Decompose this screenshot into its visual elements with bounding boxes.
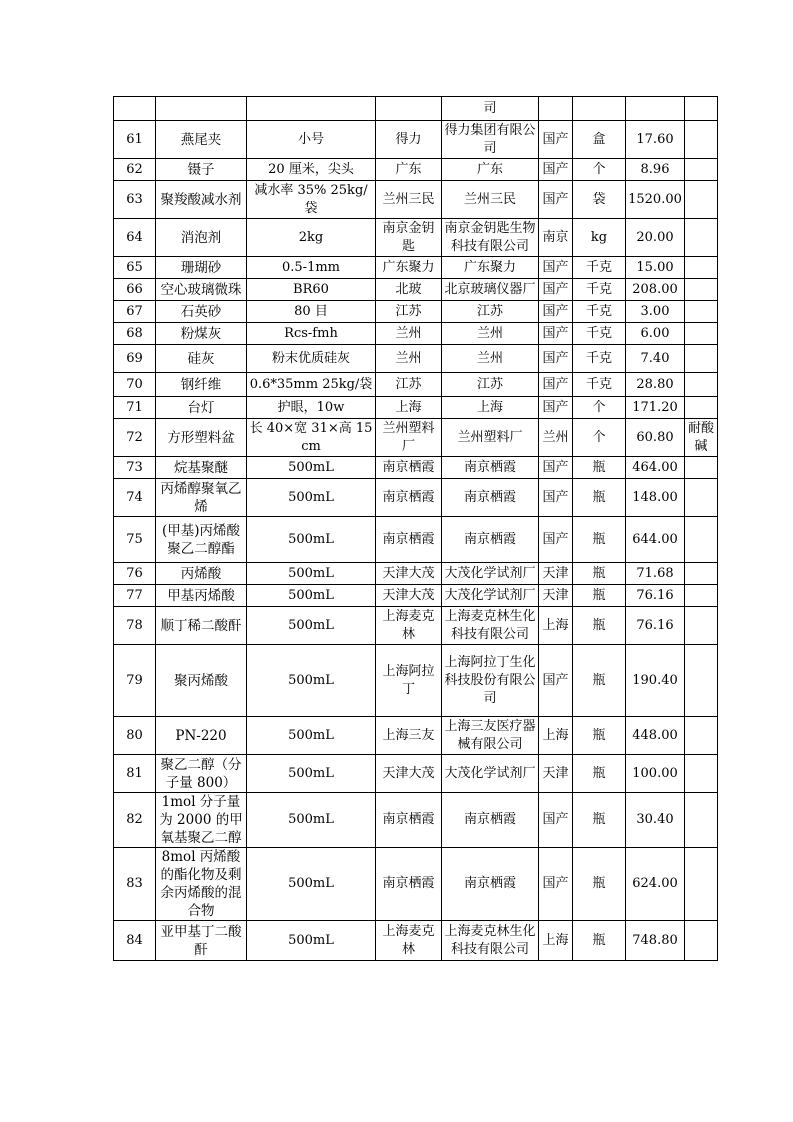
- cell-note: [685, 301, 718, 323]
- cell-no: 68: [114, 323, 156, 345]
- cell-origin: 上海: [539, 607, 573, 645]
- cell-origin: 南京: [539, 219, 573, 257]
- cell-spec: 500mL: [247, 793, 376, 848]
- cell-origin: 国产: [539, 257, 573, 279]
- cell-unit: 瓶: [573, 793, 626, 848]
- cell-spec: 500mL: [247, 645, 376, 717]
- cell-no: 74: [114, 479, 156, 517]
- cell-price: 190.40: [626, 645, 685, 717]
- cell-maker: 北京玻璃仪器厂: [442, 279, 539, 301]
- cell-maker: 上海麦克林生化科技有限公司: [442, 607, 539, 645]
- cell-name: 亚甲基丁二酸酐: [156, 921, 247, 961]
- cell-spec: 长 40×宽 31×高 15cm: [247, 419, 376, 457]
- cell-maker: 江苏: [442, 373, 539, 397]
- table-row: [114, 159, 718, 181]
- cell-price: [626, 97, 685, 121]
- cell-origin: [539, 97, 573, 121]
- cell-name: 烷基聚醚: [156, 457, 247, 479]
- cell-origin: 天津: [539, 585, 573, 607]
- table-row: [114, 585, 718, 607]
- cell-spec: 减水率 35% 25kg/袋: [247, 181, 376, 219]
- table-row: [114, 563, 718, 585]
- cell-origin: 上海: [539, 717, 573, 755]
- equipment-price-table: [113, 96, 718, 961]
- table-row: [114, 97, 718, 121]
- cell-maker: 上海阿拉丁生化科技股份有限公司: [442, 645, 539, 717]
- cell-no: 83: [114, 848, 156, 921]
- cell-origin: 国产: [539, 121, 573, 159]
- cell-price: 1520.00: [626, 181, 685, 219]
- cell-price: 148.00: [626, 479, 685, 517]
- table-row: [114, 755, 718, 793]
- cell-unit: 瓶: [573, 563, 626, 585]
- cell-price: 7.40: [626, 345, 685, 373]
- table-row: [114, 457, 718, 479]
- cell-maker: 兰州: [442, 323, 539, 345]
- cell-maker: 广东: [442, 159, 539, 181]
- cell-spec: 500mL: [247, 479, 376, 517]
- cell-unit: 袋: [573, 181, 626, 219]
- cell-maker: 南京栖霞: [442, 457, 539, 479]
- cell-note: [685, 717, 718, 755]
- cell-origin: 上海: [539, 921, 573, 961]
- cell-name: (甲基)丙烯酸聚乙二醇酯: [156, 517, 247, 563]
- cell-name: 1mol 分子量为 2000 的甲氧基聚乙二醇: [156, 793, 247, 848]
- cell-maker: 南京栖霞: [442, 479, 539, 517]
- cell-price: 624.00: [626, 848, 685, 921]
- cell-spec: 2kg: [247, 219, 376, 257]
- cell-spec: 护眼，10w: [247, 397, 376, 419]
- cell-unit: 千克: [573, 323, 626, 345]
- cell-maker: 南京栖霞: [442, 517, 539, 563]
- cell-spec: 0.6*35mm 25kg/袋: [247, 373, 376, 397]
- cell-brand: 天津大茂: [376, 755, 442, 793]
- table-row: [114, 921, 718, 961]
- cell-brand: 得力: [376, 121, 442, 159]
- cell-note: [685, 257, 718, 279]
- cell-name: 石英砂: [156, 301, 247, 323]
- cell-note: [685, 563, 718, 585]
- cell-spec: 500mL: [247, 607, 376, 645]
- cell-spec: 500mL: [247, 921, 376, 961]
- cell-unit: 瓶: [573, 517, 626, 563]
- cell-note: [685, 607, 718, 645]
- cell-no: 84: [114, 921, 156, 961]
- cell-brand: 天津大茂: [376, 563, 442, 585]
- cell-origin: 国产: [539, 479, 573, 517]
- cell-unit: 千克: [573, 301, 626, 323]
- table-row: [114, 301, 718, 323]
- cell-no: 79: [114, 645, 156, 717]
- cell-origin: 国产: [539, 323, 573, 345]
- cell-name: 镊子: [156, 159, 247, 181]
- cell-no: 71: [114, 397, 156, 419]
- cell-no: 73: [114, 457, 156, 479]
- cell-note: [685, 373, 718, 397]
- cell-spec: 小号: [247, 121, 376, 159]
- cell-price: 30.40: [626, 793, 685, 848]
- cell-no: 76: [114, 563, 156, 585]
- cell-origin: 国产: [539, 793, 573, 848]
- table-row: [114, 517, 718, 563]
- cell-maker: 上海三友医疗器械有限公司: [442, 717, 539, 755]
- cell-price: 17.60: [626, 121, 685, 159]
- cell-spec: 0.5-1mm: [247, 257, 376, 279]
- table-row: [114, 607, 718, 645]
- cell-unit: 瓶: [573, 717, 626, 755]
- cell-no: 70: [114, 373, 156, 397]
- cell-maker: 江苏: [442, 301, 539, 323]
- cell-note: [685, 159, 718, 181]
- cell-name: 硅灰: [156, 345, 247, 373]
- cell-name: 丙烯醇聚氧乙烯: [156, 479, 247, 517]
- cell-name: 珊瑚砂: [156, 257, 247, 279]
- cell-brand: 广东聚力: [376, 257, 442, 279]
- cell-maker: 司: [442, 97, 539, 121]
- cell-note: [685, 479, 718, 517]
- table-row: [114, 257, 718, 279]
- cell-note: [685, 457, 718, 479]
- cell-spec: 粉末优质硅灰: [247, 345, 376, 373]
- cell-note: [685, 793, 718, 848]
- cell-price: 20.00: [626, 219, 685, 257]
- cell-unit: 瓶: [573, 585, 626, 607]
- cell-brand: 兰州: [376, 323, 442, 345]
- table-row: [114, 181, 718, 219]
- cell-no: 61: [114, 121, 156, 159]
- cell-unit: 千克: [573, 373, 626, 397]
- cell-unit: [573, 97, 626, 121]
- cell-origin: 国产: [539, 645, 573, 717]
- cell-brand: 南京栖霞: [376, 848, 442, 921]
- cell-spec: 500mL: [247, 517, 376, 563]
- cell-note: [685, 645, 718, 717]
- table-row: [114, 121, 718, 159]
- cell-price: 748.80: [626, 921, 685, 961]
- table-row: [114, 793, 718, 848]
- cell-origin: 国产: [539, 848, 573, 921]
- cell-no: 72: [114, 419, 156, 457]
- cell-price: 464.00: [626, 457, 685, 479]
- cell-price: 60.80: [626, 419, 685, 457]
- cell-origin: 兰州: [539, 419, 573, 457]
- cell-maker: 南京栖霞: [442, 793, 539, 848]
- cell-spec: 500mL: [247, 848, 376, 921]
- table-row: [114, 419, 718, 457]
- cell-origin: 国产: [539, 373, 573, 397]
- cell-maker: 南京金钥匙生物科技有限公司: [442, 219, 539, 257]
- cell-origin: 国产: [539, 517, 573, 563]
- table-row: [114, 479, 718, 517]
- cell-note: [685, 97, 718, 121]
- cell-price: 448.00: [626, 717, 685, 755]
- cell-unit: 瓶: [573, 921, 626, 961]
- cell-maker: 兰州塑料厂: [442, 419, 539, 457]
- cell-price: 208.00: [626, 279, 685, 301]
- cell-unit: 瓶: [573, 607, 626, 645]
- cell-price: 15.00: [626, 257, 685, 279]
- cell-note: [685, 921, 718, 961]
- cell-price: 76.16: [626, 607, 685, 645]
- cell-name: 空心玻璃微珠: [156, 279, 247, 301]
- cell-maker: 大茂化学试剂厂: [442, 755, 539, 793]
- cell-spec: 500mL: [247, 563, 376, 585]
- cell-unit: 瓶: [573, 479, 626, 517]
- cell-maker: 得力集团有限公司: [442, 121, 539, 159]
- cell-no: 67: [114, 301, 156, 323]
- cell-no: 65: [114, 257, 156, 279]
- cell-brand: 天津大茂: [376, 585, 442, 607]
- table-row: [114, 219, 718, 257]
- cell-origin: 国产: [539, 345, 573, 373]
- cell-brand: 上海阿拉丁: [376, 645, 442, 717]
- cell-brand: 广东: [376, 159, 442, 181]
- table-row: [114, 345, 718, 373]
- cell-note: [685, 323, 718, 345]
- table-body: [114, 97, 718, 961]
- cell-price: 644.00: [626, 517, 685, 563]
- cell-no: 64: [114, 219, 156, 257]
- cell-spec: BR60: [247, 279, 376, 301]
- cell-no: 81: [114, 755, 156, 793]
- cell-origin: 国产: [539, 457, 573, 479]
- cell-origin: 国产: [539, 301, 573, 323]
- cell-note: [685, 279, 718, 301]
- cell-maker: 兰州: [442, 345, 539, 373]
- cell-note: 耐酸碱: [685, 419, 718, 457]
- cell-unit: 千克: [573, 257, 626, 279]
- cell-unit: 个: [573, 397, 626, 419]
- cell-brand: 上海麦克林: [376, 607, 442, 645]
- cell-price: 3.00: [626, 301, 685, 323]
- cell-no: [114, 97, 156, 121]
- cell-origin: 国产: [539, 181, 573, 219]
- cell-name: 粉煤灰: [156, 323, 247, 345]
- cell-name: 钢纤维: [156, 373, 247, 397]
- cell-name: 台灯: [156, 397, 247, 419]
- table-row: [114, 323, 718, 345]
- cell-note: [685, 517, 718, 563]
- cell-note: [685, 219, 718, 257]
- cell-price: 171.20: [626, 397, 685, 419]
- cell-maker: 上海: [442, 397, 539, 419]
- cell-maker: 南京栖霞: [442, 848, 539, 921]
- cell-origin: 天津: [539, 563, 573, 585]
- cell-spec: 500mL: [247, 717, 376, 755]
- cell-unit: 瓶: [573, 645, 626, 717]
- table-row: [114, 645, 718, 717]
- cell-brand: 江苏: [376, 301, 442, 323]
- cell-maker: 上海麦克林生化科技有限公司: [442, 921, 539, 961]
- cell-brand: 上海: [376, 397, 442, 419]
- cell-brand: 兰州塑料厂: [376, 419, 442, 457]
- cell-maker: 广东聚力: [442, 257, 539, 279]
- cell-maker: 大茂化学试剂厂: [442, 563, 539, 585]
- cell-brand: [376, 97, 442, 121]
- cell-note: [685, 755, 718, 793]
- cell-spec: 500mL: [247, 585, 376, 607]
- cell-spec: 500mL: [247, 755, 376, 793]
- cell-name: 聚丙烯酸: [156, 645, 247, 717]
- cell-unit: 瓶: [573, 848, 626, 921]
- cell-note: [685, 585, 718, 607]
- table-row: [114, 373, 718, 397]
- cell-no: 80: [114, 717, 156, 755]
- cell-name: 聚乙二醇（分子量 800）: [156, 755, 247, 793]
- cell-name: 消泡剂: [156, 219, 247, 257]
- cell-brand: 南京金钥匙: [376, 219, 442, 257]
- cell-price: 76.16: [626, 585, 685, 607]
- cell-brand: 南京栖霞: [376, 517, 442, 563]
- cell-name: 顺丁稀二酸酐: [156, 607, 247, 645]
- cell-brand: 兰州: [376, 345, 442, 373]
- cell-name: 丙烯酸: [156, 563, 247, 585]
- table-row: [114, 279, 718, 301]
- cell-no: 63: [114, 181, 156, 219]
- cell-note: [685, 397, 718, 419]
- cell-no: 66: [114, 279, 156, 301]
- cell-brand: 南京栖霞: [376, 479, 442, 517]
- cell-note: [685, 181, 718, 219]
- table-row: [114, 848, 718, 921]
- cell-brand: 江苏: [376, 373, 442, 397]
- cell-unit: 千克: [573, 345, 626, 373]
- cell-unit: 瓶: [573, 755, 626, 793]
- cell-origin: 天津: [539, 755, 573, 793]
- cell-brand: 南京栖霞: [376, 457, 442, 479]
- cell-no: 78: [114, 607, 156, 645]
- cell-name: [156, 97, 247, 121]
- cell-origin: 国产: [539, 159, 573, 181]
- cell-spec: 80 目: [247, 301, 376, 323]
- cell-note: [685, 121, 718, 159]
- cell-brand: 兰州三民: [376, 181, 442, 219]
- cell-unit: 盒: [573, 121, 626, 159]
- table-row: [114, 397, 718, 419]
- cell-price: 71.68: [626, 563, 685, 585]
- cell-name: 8mol 丙烯酸的酯化物及剩余丙烯酸的混合物: [156, 848, 247, 921]
- cell-note: [685, 345, 718, 373]
- cell-unit: 个: [573, 159, 626, 181]
- cell-name: 聚羧酸减水剂: [156, 181, 247, 219]
- cell-origin: 国产: [539, 279, 573, 301]
- cell-brand: 上海三友: [376, 717, 442, 755]
- cell-name: 方形塑料盆: [156, 419, 247, 457]
- cell-unit: 千克: [573, 279, 626, 301]
- cell-brand: 上海麦克林: [376, 921, 442, 961]
- cell-no: 75: [114, 517, 156, 563]
- cell-note: [685, 848, 718, 921]
- cell-no: 62: [114, 159, 156, 181]
- cell-origin: 国产: [539, 397, 573, 419]
- cell-price: 8.96: [626, 159, 685, 181]
- cell-unit: kg: [573, 219, 626, 257]
- cell-spec: [247, 97, 376, 121]
- cell-spec: 20 厘米，尖头: [247, 159, 376, 181]
- cell-no: 82: [114, 793, 156, 848]
- cell-price: 100.00: [626, 755, 685, 793]
- cell-no: 69: [114, 345, 156, 373]
- cell-brand: 北玻: [376, 279, 442, 301]
- cell-unit: 个: [573, 419, 626, 457]
- cell-price: 28.80: [626, 373, 685, 397]
- cell-spec: Rcs-fmh: [247, 323, 376, 345]
- cell-maker: 兰州三民: [442, 181, 539, 219]
- cell-spec: 500mL: [247, 457, 376, 479]
- table-row: [114, 717, 718, 755]
- cell-unit: 瓶: [573, 457, 626, 479]
- cell-name: PN-220: [156, 717, 247, 755]
- cell-price: 6.00: [626, 323, 685, 345]
- cell-brand: 南京栖霞: [376, 793, 442, 848]
- cell-name: 甲基丙烯酸: [156, 585, 247, 607]
- cell-no: 77: [114, 585, 156, 607]
- cell-name: 燕尾夹: [156, 121, 247, 159]
- cell-maker: 大茂化学试剂厂: [442, 585, 539, 607]
